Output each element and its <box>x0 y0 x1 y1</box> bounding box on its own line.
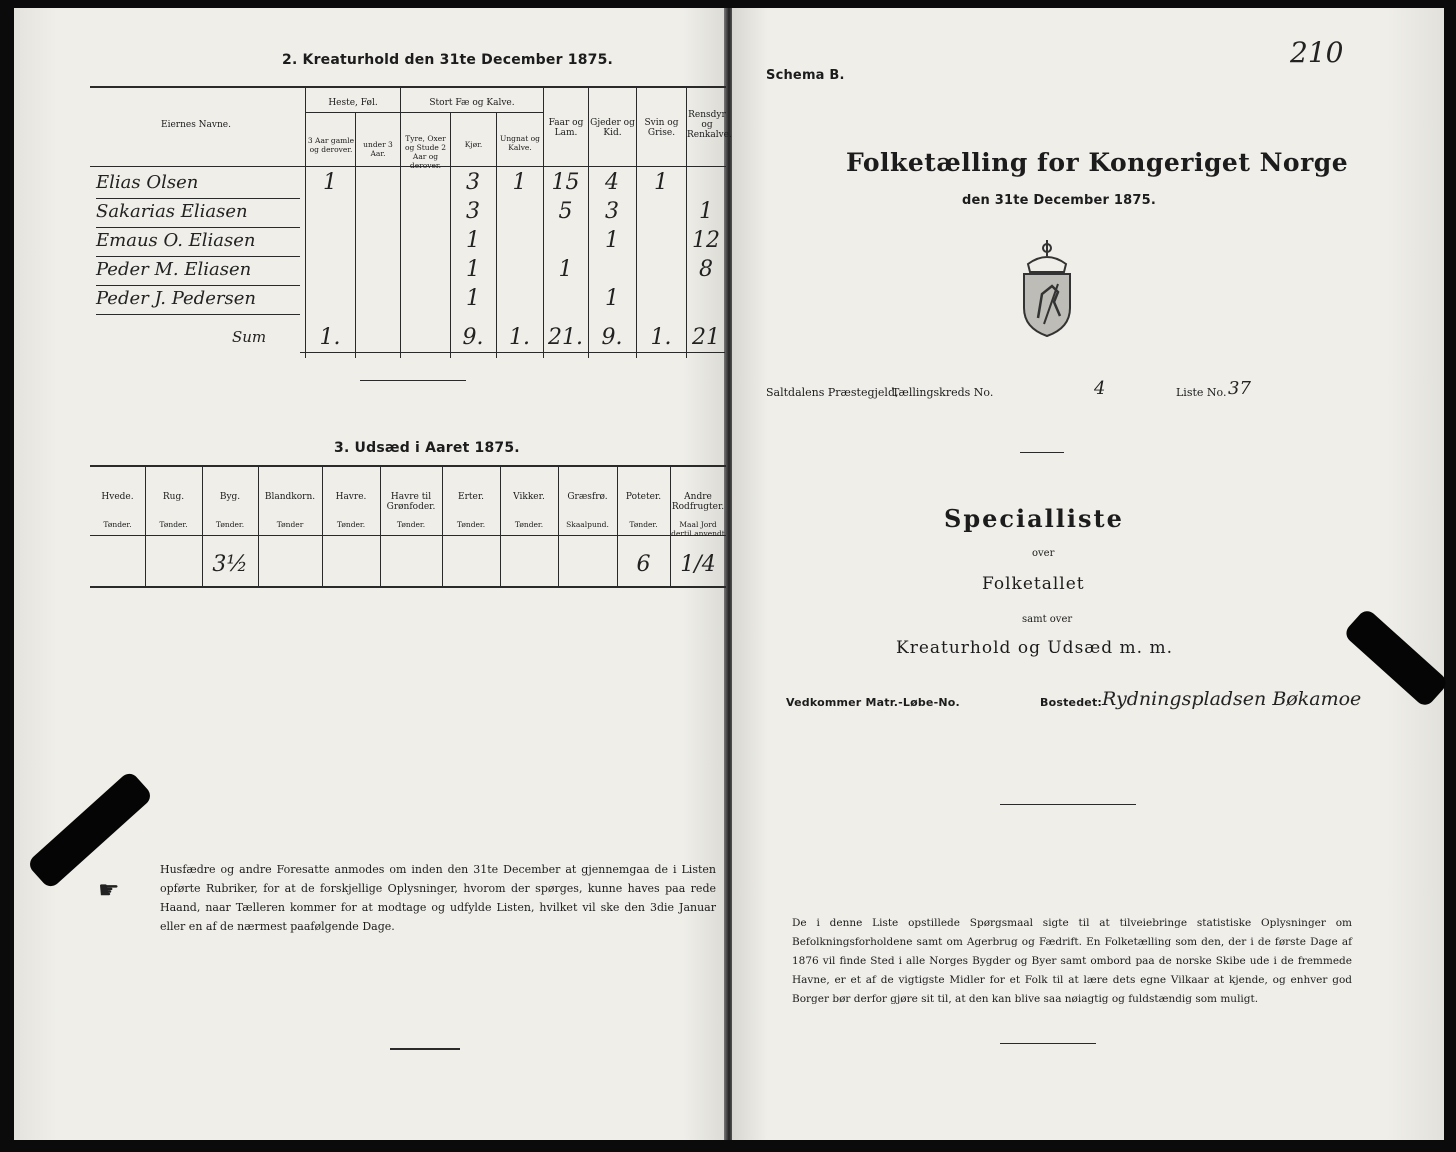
header-faar: Faar og Lam. <box>548 118 584 138</box>
crop-unit: Tønder. <box>629 520 658 529</box>
crop-name: Blandkorn. <box>264 492 316 502</box>
divider <box>360 380 466 381</box>
table3-top-rule <box>90 465 726 467</box>
sum-label: Sum <box>232 328 267 346</box>
table3-bottom-rule <box>90 586 726 588</box>
table2-vline <box>305 88 306 358</box>
table2-subrule <box>400 112 543 113</box>
row-rule <box>96 285 300 286</box>
kreds-label: Tællingskreds No. <box>892 386 994 399</box>
row-rule <box>96 256 300 257</box>
header-stort-fae: Stort Fæ og Kalve. <box>429 98 515 108</box>
divider <box>1000 1043 1096 1044</box>
sum-rensdyr: 21 <box>692 325 720 350</box>
crop-name: Erter. <box>458 492 484 502</box>
sum-ungnat: 1. <box>509 325 530 350</box>
cell-kjer: 1 <box>466 228 480 253</box>
owner-name: Peder M. Eliasen <box>96 259 252 280</box>
crop-unit: Tønder. <box>159 520 188 529</box>
crop-unit: Tønder. <box>103 520 132 529</box>
samt-over-label: samt over <box>1022 614 1073 625</box>
divider <box>390 1048 460 1050</box>
header-kjer: Kjør. <box>464 140 483 149</box>
specialliste-title: Specialliste <box>944 504 1124 533</box>
notice-text: Husfædre og andre Foresatte anmodes om inden den 31te December at gjennemgaa de i Listen opførte Rubriker, for at de forskjellige Oplysninger, hvorom der spørges, kunne haves paa rede Haand, naar Tælleren kommer for at modtage og udfylde Listen, hvilket vil ske den 3die Januar eller en af de nærmest paafølgende Dage. <box>160 863 716 933</box>
sum-rule <box>300 352 725 353</box>
cell-gjeder: 4 <box>605 170 619 195</box>
crop-name: Byg. <box>219 492 241 502</box>
folketallet: Folketallet <box>982 574 1085 594</box>
crop-unit: Tønder <box>276 520 304 529</box>
table2-subrule <box>305 112 400 113</box>
cell-rensdyr: 8 <box>699 257 713 282</box>
table3-header-rule <box>90 535 726 536</box>
header-gjeder: Gjeder og Kid. <box>590 118 635 138</box>
crop-unit: Tønder. <box>514 520 544 529</box>
table2-top-rule <box>90 86 726 88</box>
cell-kjer: 3 <box>466 199 480 224</box>
main-title: Folketælling for Kongeriget Norge <box>846 148 1349 177</box>
crop-unit: Tønder. <box>456 520 486 529</box>
sum-kjer: 9. <box>462 325 484 350</box>
liste-label: Liste No. <box>1176 386 1227 399</box>
census-date: den 31te December 1875. <box>962 193 1157 208</box>
header-ungnat: Ungnat og Kalve. <box>500 134 540 152</box>
cell-faar: 5 <box>558 199 573 224</box>
over-label: over <box>1032 548 1055 559</box>
page-number: 210 <box>1290 36 1344 69</box>
divider <box>1020 452 1064 453</box>
crop-name: Andre Rodfrugter. <box>671 492 725 512</box>
crop-unit: Tønder. <box>336 520 366 529</box>
crop-value: 1/4 <box>680 552 716 577</box>
header-tyre: Tyre, Oxer og Stude 2 Aar og derover. <box>404 134 447 170</box>
crop-name: Vikker. <box>513 492 545 502</box>
liste-value: 37 <box>1228 378 1251 399</box>
matr-label: Vedkommer Matr.-Løbe-No. <box>786 696 960 709</box>
header-heste: Heste, Føl. <box>328 98 378 108</box>
section2-title: 2. Kreaturhold den 31te December 1875. <box>282 52 614 68</box>
cell-kjer: 1 <box>466 286 480 311</box>
bostedet-label: Bostedet: <box>1040 696 1102 709</box>
norwegian-lion-crest-icon <box>1014 238 1080 338</box>
row-rule <box>96 198 300 199</box>
crop-value: 6 <box>636 552 651 577</box>
cell-rensdyr: 1 <box>699 199 713 224</box>
info-text: De i denne Liste opstillede Spørgsmaal sigte til at tilveiebringe statistiske Oplysninger om Befolkningsforholdene samt om Agerbrug og Fædrift. En Folketælling som den, der i de første Dage af 1876 vil finde Sted i alle Norges Bygder og Byer samt ombord paa de norske Skibe ude i de fremmede Havne, er et af de vigtigste Midler for et Folk til at lære dets egne Vilkaar at kjende, og enhver god Borger bør derfor gjøre sit til, at den kan blive saa nøiagtig og fuldstændig som muligt. <box>792 917 1352 1005</box>
crop-unit: Maal Jord dertil anvendt <box>671 520 725 538</box>
crop-name: Havre til Grønfoder. <box>386 492 436 512</box>
crop-name: Græsfrø. <box>567 492 608 502</box>
crop-name: Poteter. <box>625 492 662 502</box>
crop-unit: Skaalpund. <box>566 520 609 529</box>
crop-unit: Tønder. <box>215 520 245 529</box>
row-rule <box>96 227 300 228</box>
kreds-value: 4 <box>1094 378 1106 399</box>
schema-label: Schema B. <box>766 68 845 83</box>
header-rensdyr: Rensdyr og Renkalve. <box>687 110 732 140</box>
cell-rensdyr: 12 <box>692 228 720 253</box>
crop-name: Rug. <box>162 492 185 502</box>
owner-name: Peder J. Pedersen <box>96 288 256 309</box>
prestegjeld: Saltdalens Præstegjeld, <box>766 386 899 399</box>
sum-gjeder: 9. <box>601 325 623 350</box>
pointing-hand-icon: ☛ <box>98 876 120 904</box>
sum-heste: 1. <box>319 325 341 350</box>
cell-svin: 1 <box>654 170 668 195</box>
section3-title: 3. Udsæd i Aaret 1875. <box>334 440 520 456</box>
crop-unit: Tønder. <box>396 520 426 529</box>
header-eiernes-navne: Eiernes Navne. <box>161 120 231 130</box>
row-rule <box>96 314 300 315</box>
cell-gjeder: 1 <box>605 286 619 311</box>
crop-name: Hvede. <box>101 492 134 502</box>
table2-vline <box>400 88 401 358</box>
bostedet-value: Rydningspladsen Bøkamoe <box>1102 688 1362 710</box>
header-svin: Svin og Grise. <box>644 118 679 138</box>
kreaturhold-udsaed: Kreaturhold og Udsæd m. m. <box>896 638 1174 658</box>
sum-svin: 1. <box>650 325 672 350</box>
owner-name: Sakarias Eliasen <box>96 201 248 222</box>
crop-value: 3½ <box>212 552 248 577</box>
crop-name: Havre. <box>335 492 367 502</box>
cell-gjeder: 1 <box>605 228 619 253</box>
cell-ungnat: 1 <box>512 170 527 195</box>
cell-gjeder: 3 <box>605 199 619 224</box>
cell-kjer: 3 <box>466 170 480 195</box>
cell-faar: 1 <box>558 257 573 282</box>
owner-name: Elias Olsen <box>96 172 199 193</box>
owner-name: Emaus O. Eliasen <box>96 230 256 251</box>
divider <box>1000 804 1136 805</box>
cell-heste: 1 <box>323 170 337 195</box>
cell-faar: 15 <box>551 170 580 195</box>
header-heste-3aar: 3 Aar gamle og derover. <box>307 136 355 154</box>
header-heste-under: under 3 Aar. <box>363 140 393 158</box>
sum-faar: 21. <box>548 325 583 350</box>
cell-kjer: 1 <box>466 257 480 282</box>
